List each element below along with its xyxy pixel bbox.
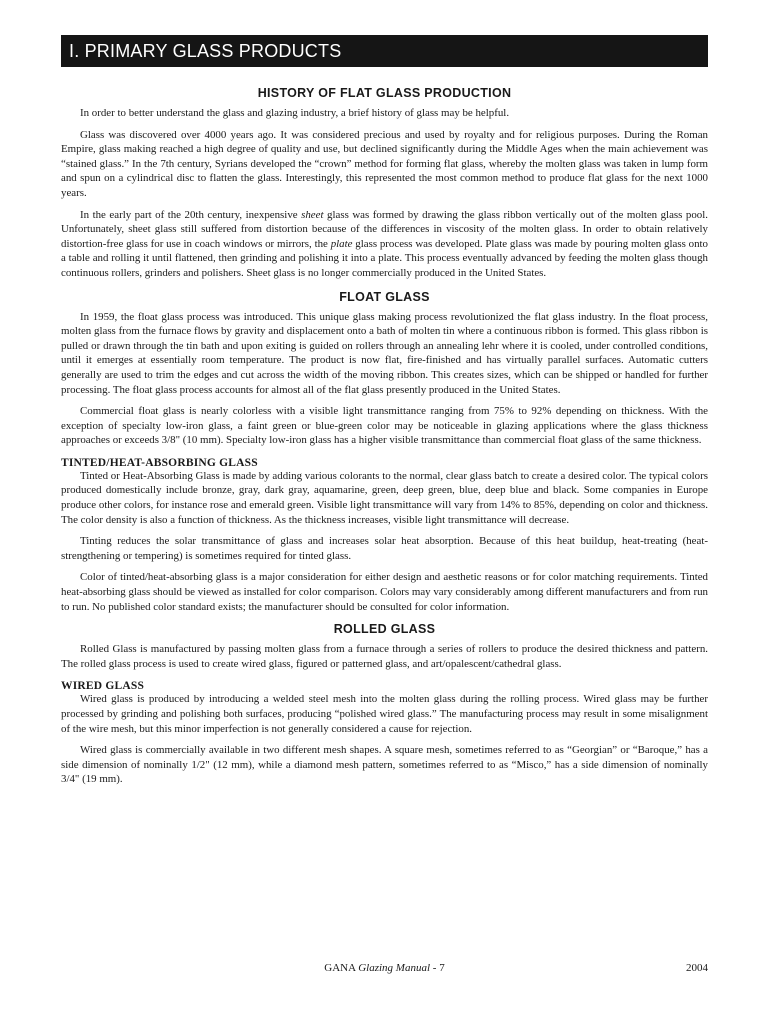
float-paragraph-2: Commercial float glass is nearly colorless with a visible light transmittance ranging from 75% to 92% depending on thickness. With the exception of specialty low-iron glass, a faint green or blue-green color may be noticeable in glazing applications where the glass thickness approaches or exceeds 3/8" (10 mm). Specialty low-iron glass has a higher visible transmittance than commercial float glass of the same thickness. <box>61 405 708 447</box>
history-p3-text-a: In the early part of the 20th century, inexpensive <box>80 208 302 221</box>
footer-org: GANA <box>324 962 359 974</box>
wired-paragraph-1: Wired glass is produced by introducing a welded steel mesh into the molten glass during the rolling process. Wired glass may be further processed by grinding and polishing both surfaces, producing “polished wired glass.” The manufacturing process may result in some misalignment of the wire mesh, but this minor imperfection is not generally considered a cause for rejection. <box>61 693 708 735</box>
float-paragraph-1: In 1959, the float glass process was introduced. This unique glass making process revolutionized the flat glass industry. In the float process, molten glass from the furnace flows by gravity and displacement onto a bath of molten tin where a continuous ribbon is formed. This glass ribbon is pulled or drawn through the tin bath and upon exiting is guided on rollers through an annealing lehr where it is cooled, under controlled conditions, until it emerges at essentially room temperature. The product is now flat, fire-finished and has virtually parallel surfaces. Automatic cutters generally are used to trim the edges and cut across the width of the moving ribbon. This creates sizes, which can be shipped or handled for further processing. The float glass process accounts for almost all of the flat glass presently produced in the United States. <box>61 310 708 396</box>
tinted-paragraph-2: Tinting reduces the solar transmittance of glass and increases solar heat absorption. Because of this heat buildup, heat-treating (heat-strengthening or tempering) is sometimes required for tinted glass. <box>61 535 708 562</box>
history-p3-text-b: glass was formed by drawing the glass ribbon vertically out of the molten glass pool. Unfortunately, sheet glass still suffered from distortion because of the differences in viscosity of the molten glass. In order to obtain relatively distortion-free glass for use in coach windows or mirrors, the <box>61 208 708 250</box>
history-paragraph-1: In order to better understand the glass and glazing industry, a brief history of glass may be helpful. <box>80 107 510 119</box>
chapter-title-bar <box>61 35 708 67</box>
history-p3-sheet-term: sheet <box>301 208 324 221</box>
footer-year: 2004 <box>686 962 708 974</box>
history-paragraph-3 <box>61 208 708 281</box>
history-p3-text-c: glass process was developed. Plate glass was made by pouring molten glass onto a table and rolling it until flattened, then grinding and polishing it into a plate. This process eventually advanced by feeding the molten glass though continuous rollers, grinders and polishers. Sheet glass is no longer commercially produced in the United States. <box>61 237 708 279</box>
history-p3-plate-term: plate <box>330 237 353 250</box>
float-glass-heading: FLOAT GLASS <box>339 289 430 304</box>
rolled-paragraph-1: Rolled Glass is manufactured by passing molten glass from a furnace through a series of rollers to produce the desired thickness and pattern. The rolled glass process is used to create wired glass, figured or patterned glass, and art/opalescent/cathedral glass. <box>61 643 708 670</box>
tinted-paragraph-1: Tinted or Heat-Absorbing Glass is made by adding various colorants to the normal, clear glass batch to create a desired color. The typical colors produced domestically include bronze, gray, dark gray, aquamarine, green, deep green, blue, deep blue and black. Some companies in Europe produce other colors, for instance rose and emerald green. Visible light transmittance will vary from 14% to 85%, depending on color and thickness. The color density is also a function of thickness. As the thickness increases, visible light transmittance will decrease. <box>61 469 708 526</box>
footer-page-number: - 7 <box>430 962 445 974</box>
page-footer <box>61 962 708 978</box>
history-heading: HISTORY OF FLAT GLASS PRODUCTION <box>257 86 512 100</box>
chapter-title: I. PRIMARY GLASS PRODUCTS <box>69 41 342 61</box>
page-content <box>61 86 708 794</box>
rolled-glass-heading: ROLLED GLASS <box>333 622 436 637</box>
footer-title <box>61 962 708 974</box>
wired-paragraph-2: Wired glass is commercially available in two different mesh shapes. A square mesh, sometimes referred to as “Georgian” or “Baroque,” has a side dimension of nominally 1/2" (12 mm), while a diamond mesh pattern, sometimes referred to as “Misco,” has a side dimension of nominally 3/4" (19 mm). <box>61 744 708 786</box>
tinted-glass-heading: TINTED/HEAT-ABSORBING GLASS <box>61 456 258 469</box>
history-paragraph-2: Glass was discovered over 4000 years ago. It was considered precious and used by royalty and for religious purposes. During the Roman Empire, glass making reached a high degree of quality and use, but declined significantly during the Middle Ages when the main achievement was “stained glass.” In the 7th century, Syrians developed the “crown” method for forming flat glass, whereby the molten glass was taken in lump form and spun on a cylindrical disc to flatten the glass. Interestingly, this represented the most common method to produce flat glass for the next 1000 years. <box>61 128 708 199</box>
wired-glass-heading: WIRED GLASS <box>61 680 145 693</box>
footer-manual-name: Glazing Manual <box>358 962 431 974</box>
tinted-paragraph-3: Color of tinted/heat-absorbing glass is a major consideration for either design and aesthetic reasons or for color matching requirements. Tinted heat-absorbing glass should be viewed as installed for color comparison. Colors may vary considerably among different manufacturers and from run to run. No published color standard exists; the manufacturer should be consulted for color information. <box>61 571 709 613</box>
